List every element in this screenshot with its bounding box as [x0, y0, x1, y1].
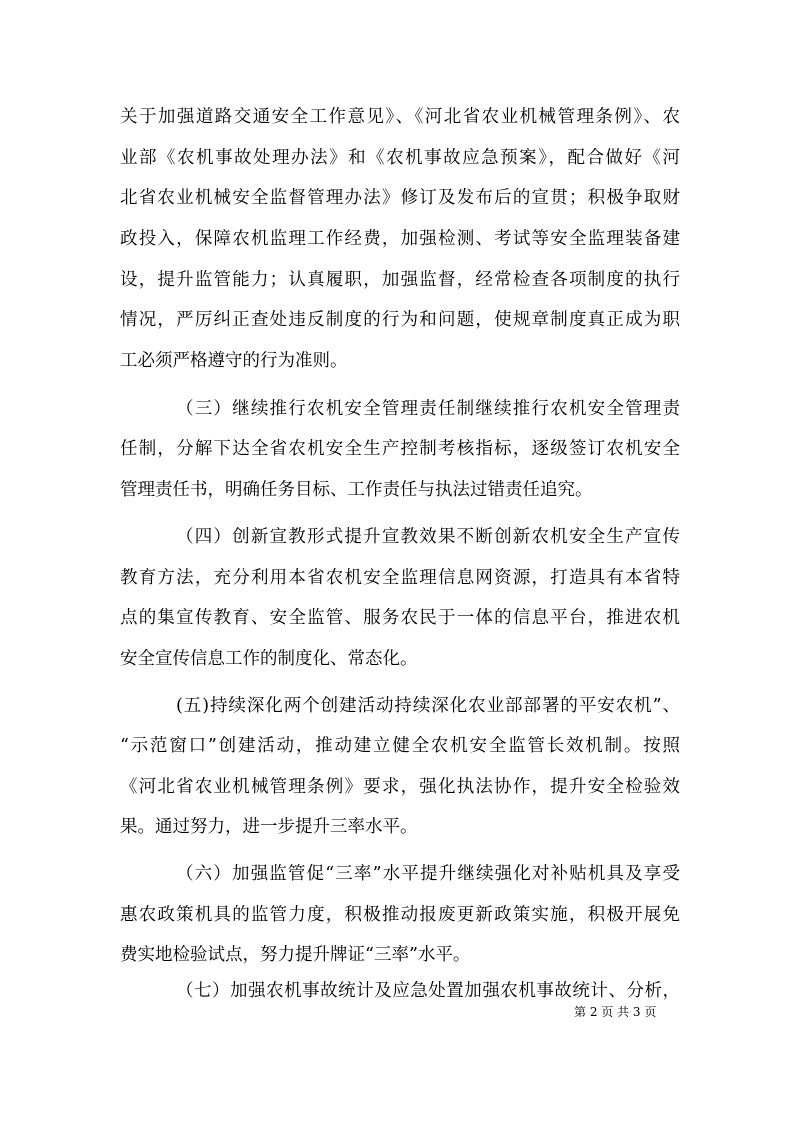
paragraph-first-line: （六）加强监管促“三率”水平提升继续强化对补贴机具及享受	[176, 864, 680, 884]
body-text-line: 北省农业机械安全监督管理办法》修订及发布后的宣贯；积极争取财	[120, 188, 680, 208]
body-text-line: “示范窗口”创建活动，推动建立健全农机安全监管长效机制。按照	[120, 736, 680, 756]
body-text-line: 点的集宣传教育、安全监管、服务农民于一体的信息平台，推进农机	[120, 608, 680, 628]
body-text-line: 安全宣传信息工作的制度化、常态化。	[120, 649, 418, 669]
body-text-line: 教育方法，充分利用本省农机安全监理信息网资源，打造具有本省特	[120, 568, 680, 588]
body-text-line: 费实地检验试点，努力提升牌证“三率”水平。	[120, 945, 471, 965]
body-text-line: 政投入，保障农机监理工作经费，加强检测、考试等安全监理装备建	[120, 229, 680, 249]
body-text-line: 果。通过努力，进一步提升三率水平。	[120, 817, 418, 837]
body-text-line: 工必须严格遵守的行为准则。	[120, 351, 348, 371]
paragraph-first-line: （三）继续推行农机安全管理责任制继续推行农机安全管理责	[176, 399, 680, 419]
paragraph-first-line: (五)持续深化两个创建活动持续深化农业部部署的平安农机”、	[176, 696, 680, 716]
body-text-line: 业部《农机事故处理办法》和《农机事故应急预案》，配合做好《河	[120, 148, 680, 168]
body-text-line: 管理责任书，明确任务目标、工作责任与执法过错责任追究。	[120, 480, 593, 500]
body-text-line: 设，提升监管能力；认真履职，加强监督，经常检查各项制度的执行	[120, 270, 680, 290]
body-text-line: 《河北省农业机械管理条例》要求，强化执法协作，提升安全检验效	[120, 777, 680, 797]
body-text-line: 任制，分解下达全省农机安全生产控制考核指标，逐级签订农机安全	[120, 439, 680, 459]
body-text-line: 情况，严厉纠正查处违反制度的行为和问题，使规章制度真正成为职	[120, 310, 680, 330]
page-number-footer: 第 2 页 共 3 页	[574, 1005, 657, 1019]
paragraph-first-line: （七）加强农机事故统计及应急处置加强农机事故统计、分析，	[176, 981, 680, 1001]
paragraph-first-line: （四）创新宣教形式提升宣教效果不断创新农机安全生产宣传	[176, 527, 680, 547]
body-text-line: 关于加强道路交通安全工作意见》、《河北省农业机械管理条例》、农	[120, 107, 680, 127]
body-text-line: 惠农政策机具的监管力度，积极推动报废更新政策实施，积极开展免	[120, 905, 680, 925]
